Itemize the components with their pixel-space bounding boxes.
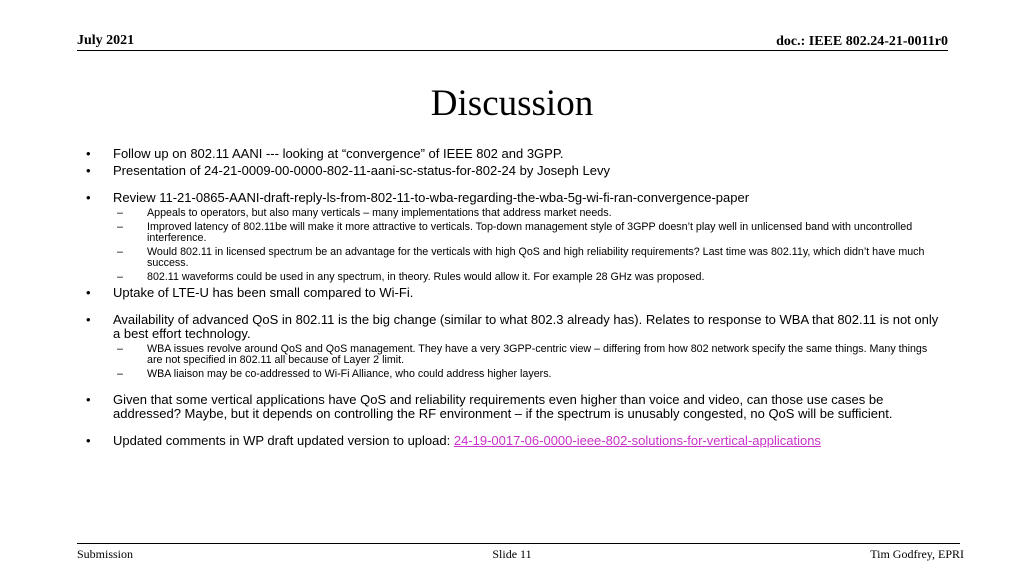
footer-author: Tim Godfrey, EPRI xyxy=(870,547,964,561)
sub-bullet: – Would 802.11 in licensed spectrum be an advantage for the verticals with high QoS and high reliability requirements? Last time was 802.11y, which didn’t have much success. xyxy=(86,247,942,269)
updated-comments-text: Updated comments in WP draft updated version to upload: xyxy=(113,433,454,448)
review-sub-list xyxy=(86,208,942,283)
sub-bullet: – Improved latency of 802.11be will make it more attractive to verticals. Top-down management style of 3GPP doesn’t play well in unlicensed band with uncontrolled interference. xyxy=(86,222,942,244)
sub-bullet: – WBA liaison may be co-addressed to Wi-Fi Alliance, who could address higher layers. xyxy=(86,369,942,380)
sub-bullet: – 802.11 waveforms could be used in any spectrum, in theory. Rules would allow it. For example 28 GHz was proposed. xyxy=(86,272,942,283)
slide-body xyxy=(86,147,942,451)
bullet-qos: • Availability of advanced QoS in 802.11 is the big change (similar to what 802.3 already has). Relates to response to WBA that 802.11 is not only a best effort technology. xyxy=(86,313,942,341)
footer-slide-number: Slide 11 xyxy=(492,547,532,561)
bullet-review: • Review 11-21-0865-AANI-draft-reply-ls-from-802-11-to-wba-regarding-the-wba-5g-wi-fi-ran-convergence-paper xyxy=(86,191,942,205)
bullet-presentation: • Presentation of 24-21-0009-00-0000-802-11-aani-sc-status-for-802-24 by Joseph Levy xyxy=(86,164,942,178)
sub-bullet: – Appeals to operators, but also many verticals – many implementations that address market needs. xyxy=(86,208,942,219)
document-link[interactable]: 24-19-0017-06-0000-ieee-802-solutions-for-vertical-applications xyxy=(453,433,821,448)
qos-sub-list xyxy=(86,344,942,380)
bullet-lte-u: • Uptake of LTE-U has been small compared to Wi-Fi. xyxy=(86,286,942,300)
header-divider xyxy=(77,50,948,51)
header-date: July 2021 xyxy=(77,33,135,48)
footer-submission: Submission xyxy=(77,547,134,561)
bullet-updated-comments xyxy=(86,434,942,448)
bullet-vertical-apps: • Given that some vertical applications have QoS and reliability requirements even higher than voice and video, can those use cases be addressed? Maybe, but it depends on controlling the RF environment – if the spectrum is unusably congested, no QoS will be sufficient. xyxy=(86,393,942,421)
header-doc-id: doc.: IEEE 802.24-21-0011r0 xyxy=(776,34,948,49)
slide-title: Discussion xyxy=(430,83,594,124)
bullet-follow-up: • Follow up on 802.11 AANI --- looking at “convergence” of IEEE 802 and 3GPP. xyxy=(86,147,942,161)
footer-divider xyxy=(77,543,960,544)
sub-bullet: – WBA issues revolve around QoS and QoS management. They have a very 3GPP-centric view – differing from how 802 network specify the same things. Many things are not specified in 802.11 all because of Layer 2 limit. xyxy=(86,344,942,366)
